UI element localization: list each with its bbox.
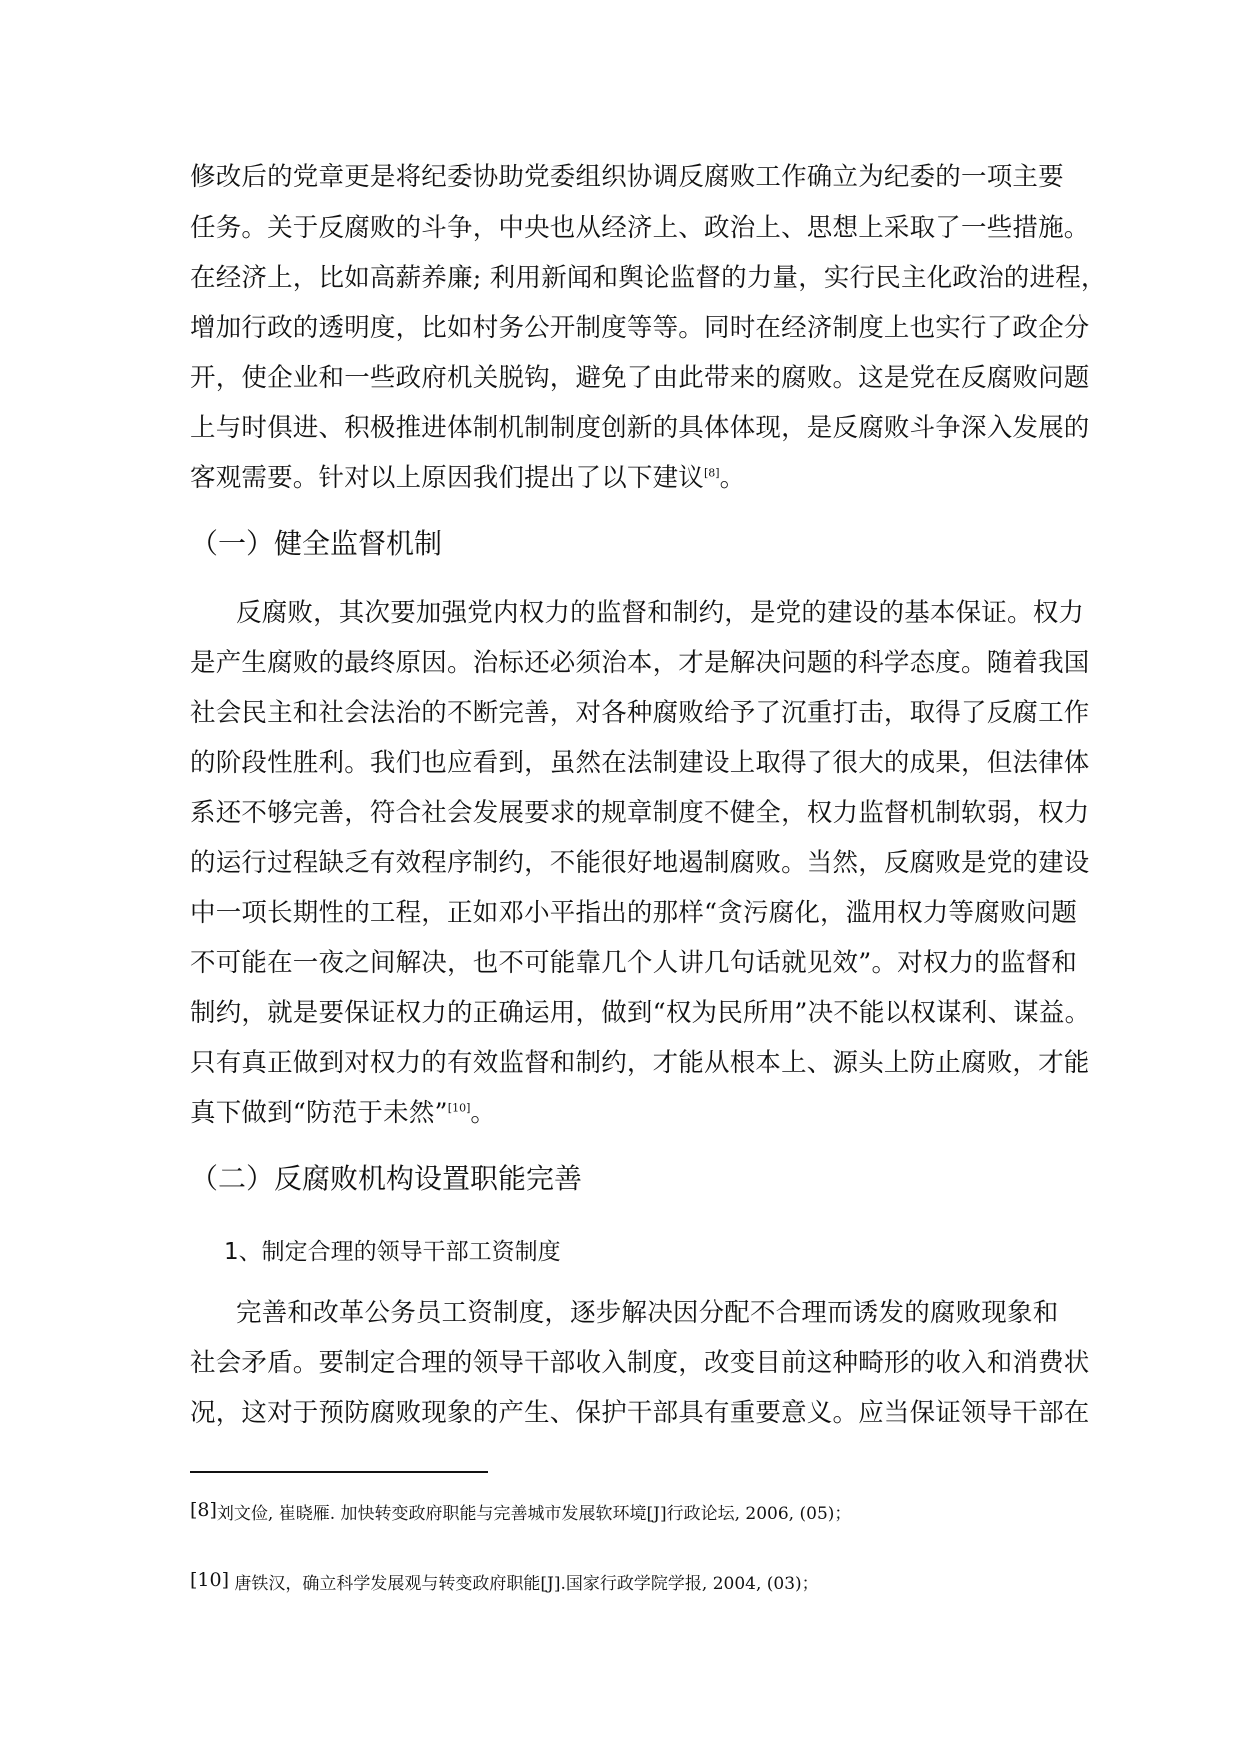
paragraph-line: 修改后的党章更是将纪委协助党委组织协调反腐败工作确立为纪委的一项主要	[190, 162, 1064, 192]
paragraph-line: 开，使企业和一些政府机关脱钩，避免了由此带来的腐败。这是党在反腐败问题	[190, 363, 1090, 393]
line-end: 。	[719, 463, 746, 493]
paragraph-line: 只有真正做到对权力的有效监督和制约，才能从根本上、源头上防止腐败，才能	[190, 1048, 1090, 1078]
paragraph-line: 中一项长期性的工程，正如邓小平指出的那样“贪污腐化，滥用权力等腐败问题	[190, 898, 1078, 928]
paragraph-line: 增加行政的透明度，比如村务公开制度等等。同时在经济制度上也实行了政企分	[190, 313, 1090, 343]
footnote-text: 刘文俭, 崔晓雁. 加快转变政府职能与完善城市发展软环境[J]行政论坛, 2006, (05)；	[216, 1504, 852, 1524]
paragraph-last-line	[190, 1098, 1050, 1128]
paragraph-line: 系还不够完善，符合社会发展要求的规章制度不健全，权力监督机制软弱，权力	[190, 798, 1090, 828]
paragraph-line: 况，这对于预防腐败现象的产生、保护干部具有重要意义。应当保证领导干部在	[190, 1398, 1090, 1428]
footnote-text: 唐铁汉，确立科学发展观与转变政府职能[J].国家行政学院学报, 2004, (03)；	[229, 1574, 819, 1594]
paragraph-last-line	[190, 463, 1050, 493]
paragraph-line: 任务。关于反腐败的斗争，中央也从经济上、政治上、思想上采取了一些措施。	[190, 213, 1090, 243]
paragraph-line: 社会矛盾。要制定合理的领导干部收入制度，改变目前这种畸形的收入和消费状	[190, 1348, 1090, 1378]
citation-ref: [10]	[447, 1101, 471, 1115]
paragraph-line: 的运行过程缺乏有效程序制约，不能很好地遏制腐败。当然，反腐败是党的建设	[190, 848, 1090, 878]
footnote-mark: [8]	[190, 1499, 217, 1521]
citation-ref: [8]	[704, 466, 720, 480]
footnote-mark: [10]	[190, 1569, 230, 1591]
paragraph-line: 反腐败，其次要加强党内权力的监督和制约，是党的建设的基本保证。权力	[236, 598, 1085, 628]
paragraph-line: 上与时俱进、积极推进体制机制制度创新的具体体现，是反腐败斗争深入发展的	[190, 413, 1090, 443]
section-heading: （二）反腐败机构设置职能完善	[190, 1162, 583, 1195]
section-heading: （一）健全监督机制	[190, 527, 443, 560]
paragraph-line: 的阶段性胜利。我们也应看到，虽然在法制建设上取得了很大的成果，但法律体	[190, 748, 1090, 778]
paragraph-line: 社会民主和社会法治的不断完善，对各种腐败给予了沉重打击，取得了反腐工作	[190, 698, 1090, 728]
subsection-heading: 1、制定合理的领导干部工资制度	[224, 1239, 561, 1265]
footnote-separator	[190, 1471, 488, 1473]
line-text: 客观需要。针对以上原因我们提出了以下建议	[190, 463, 705, 493]
line-end: 。	[470, 1098, 497, 1128]
paragraph-line: 不可能在一夜之间解决，也不可能靠几个人讲几句话就见效”。对权力的监督和	[190, 948, 1078, 978]
footnote	[190, 1498, 851, 1526]
paragraph-line: 在经济上，比如高薪养廉; 利用新闻和舆论监督的力量，实行民主化政治的进程，	[190, 263, 1107, 293]
line-text: 真下做到“防范于未然”	[190, 1098, 448, 1128]
paragraph-line: 制约，就是要保证权力的正确运用，做到“权为民所用”决不能以权谋利、谋益。	[190, 998, 1091, 1028]
paragraph-line: 完善和改革公务员工资制度，逐步解决因分配不合理而诱发的腐败现象和	[236, 1298, 1059, 1328]
footnote	[190, 1568, 819, 1596]
paragraph-line: 是产生腐败的最终原因。治标还必须治本，才是解决问题的科学态度。随着我国	[190, 648, 1090, 678]
